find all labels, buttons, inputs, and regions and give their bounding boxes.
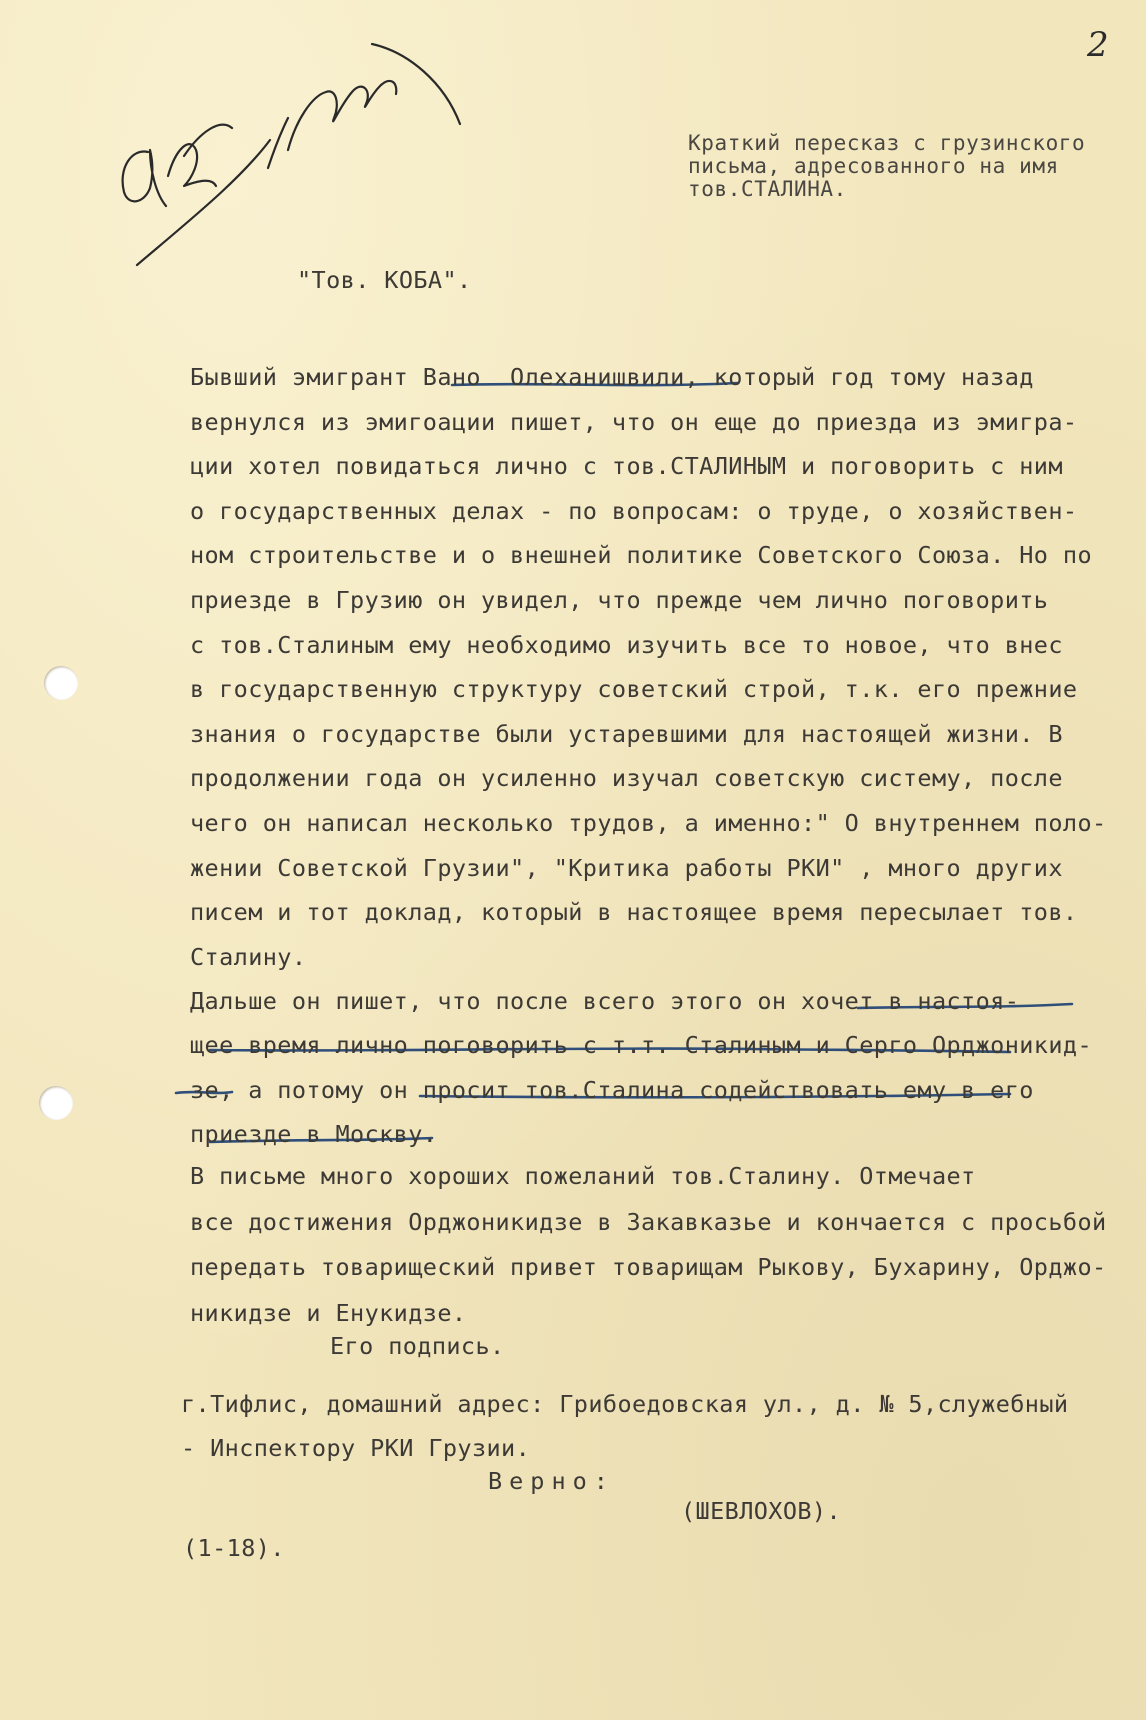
text-line: В письме много хороших пожеланий тов.Сталину. Отмечает — [190, 1162, 976, 1190]
text-line: Дальше он пишет, что после всего этого он хочет в настоя- — [190, 987, 1020, 1015]
text-line: с тов.Сталиным ему необходимо изучить все то новое, что внес — [190, 630, 1063, 659]
paragraph-greetings — [190, 1154, 1107, 1336]
punch-hole-top — [44, 666, 78, 700]
text-line: Сталину. — [190, 942, 307, 971]
text-line: чего он написал несколько трудов, а именно:" О внутреннем поло- — [190, 808, 1107, 837]
text-line: вернулся из эмигоации пишет, что он еще до приезда из эмигра- — [190, 407, 1078, 436]
address-line: г.Тифлис, домашний адрес: Грибоедовская ул., д. № 5,служебный — [181, 1390, 1069, 1418]
header-note-line: письма, адресованного на имя — [688, 154, 1059, 178]
signatory-name: (ШЕВЛОХОВ). — [681, 1497, 842, 1525]
text-line: приезде в Москву. — [190, 1120, 438, 1149]
signature-label: Его подпись. — [330, 1332, 505, 1360]
text-line: приезде в Грузию он увидел, что прежде чем лично поговорить — [190, 585, 1049, 614]
document-reference: (1-18). — [183, 1534, 285, 1562]
text-line: передать товарищеский привет товарищам Рыкову, Бухарину, Орджо- — [190, 1253, 1107, 1281]
text-line: писем и тот доклад, который в настоящее время пересылает тов. — [190, 898, 1078, 927]
paragraph-summary — [190, 355, 1107, 979]
handwritten-archive-note — [0, 0, 470, 290]
text-line: жении Советской Грузии", "Критика работы РКИ" , много других — [190, 853, 1063, 882]
address-line: - Инспектору РКИ Грузии. — [181, 1433, 531, 1462]
text-line: никидзе и Енукидзе. — [190, 1298, 467, 1327]
header-note — [688, 132, 1085, 201]
certification-label: Верно: — [488, 1467, 615, 1495]
text-line: продолжении года он усиленно изучал советскую систему, после — [190, 764, 1063, 793]
header-note-line: Краткий пересказ с грузинского — [688, 131, 1086, 155]
text-line: знания о государстве были устаревшими для настоящей жизни. В — [190, 719, 1063, 748]
text-line: все достижения Орджоникидзе в Закавказье и кончается с просьбой — [190, 1207, 1107, 1236]
header-note-line: тов.СТАЛИНА. — [688, 177, 847, 201]
text-line: о государственных делах - по вопросам: о труде, о хозяйствен- — [190, 496, 1078, 525]
paragraph-request — [190, 979, 1092, 1157]
text-line: зе, а потому он просит тов.Сталина содействовать ему в его — [190, 1075, 1034, 1104]
punch-hole-bottom — [39, 1086, 73, 1120]
text-line: Бывший эмигрант Вано Олеханишвили, который год тому назад — [190, 363, 1034, 391]
address-block — [181, 1383, 1068, 1470]
text-line: ции хотел повидаться лично с тов.СТАЛИНЫМ и поговорить с ним — [190, 452, 1063, 481]
salutation: "Тов. КОБА". — [297, 266, 472, 294]
page-number: 2 — [1087, 25, 1109, 65]
text-line: щее время лично поговорить с т.т. Сталиным и Серго Орджоникид- — [190, 1031, 1092, 1060]
text-line: в государственную структуру советский строй, т.к. его прежние — [190, 675, 1078, 704]
text-line: ном строительстве и о внешней политике Советского Союза. Но по — [190, 541, 1092, 570]
